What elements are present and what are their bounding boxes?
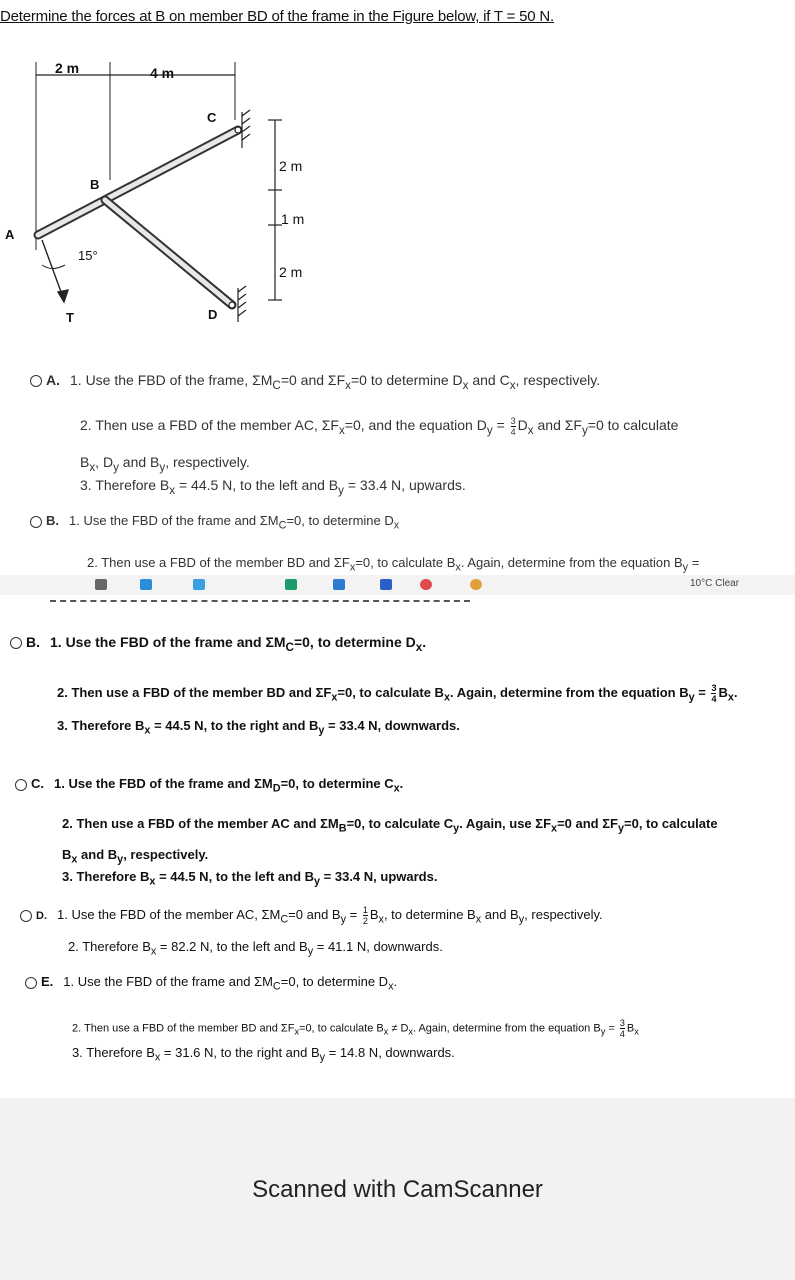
taskbar-app-icon[interactable] bbox=[95, 579, 107, 590]
option-d-radio[interactable] bbox=[20, 910, 32, 922]
option-b-line2: 2. Then use a FBD of the member BD and $\Sigma F_x=0$, to calculate $B_x$. Again, determine from the equation $B_y$ = $\frac{3}{4}$ $B_x$. bbox=[57, 683, 738, 704]
figure-label-2m-lower: 2 m bbox=[279, 264, 303, 280]
frame-figure bbox=[20, 50, 320, 330]
figure-label-d: D bbox=[208, 307, 218, 322]
figure-label-2m-top: 2 m bbox=[55, 60, 80, 76]
member-bd bbox=[105, 200, 232, 305]
figure-label-b: B bbox=[90, 177, 100, 192]
option-c-line4: 3. Therefore $B_x = 44.5$ N, to the left and $B_y = 33.4$ N, upwards. bbox=[62, 869, 438, 888]
taskbar-app-icon[interactable] bbox=[380, 579, 392, 590]
option-d-line1: D. 1. Use the FBD of the member AC, $\Sigma M_C=0$ and $B_y$ = $\frac{1}{2}$ $B_x$, to determine $B_x$ and $B_y$, respectively. bbox=[20, 905, 603, 926]
figure-label-1m: 1 m bbox=[281, 211, 305, 227]
option-b-line3: 3. Therefore $B_x = 44.5$ N, to the right and $B_y = 33.4$ N, downwards. bbox=[57, 718, 460, 737]
option-e-line3: 3. Therefore $B_x = 31.6$ N, to the right and $B_y = 14.8$ N, downwards. bbox=[72, 1045, 455, 1064]
option-b-upper-line2: 2. Then use a FBD of the member BD and $\Sigma F_x=0$, to calculate $B_x$. Again, determine from the equation $B_y$ = bbox=[87, 555, 700, 574]
option-d-line2: 2. Therefore $B_x = 82.2$ N, to the left and $B_y = 41.1$ N, downwards. bbox=[68, 939, 443, 958]
figure-label-2m-upper: 2 m bbox=[279, 158, 303, 174]
support-d bbox=[229, 286, 246, 322]
figure-label-4m-top: 4 m bbox=[150, 65, 175, 81]
tension-arrow bbox=[42, 240, 68, 302]
taskbar-app-icon[interactable] bbox=[285, 579, 297, 590]
option-e-radio[interactable] bbox=[25, 977, 37, 989]
taskbar-app-icon[interactable] bbox=[193, 579, 205, 590]
option-b-line1: B. 1. Use the FBD of the frame and $\Sigma M_C=0$, to determine $D_x$. bbox=[10, 634, 426, 654]
option-e-line2: 2. Then use a FBD of the member BD and $\Sigma F_x=0$, to calculate $B_x \ne D_x$. Again, determine from the equation $B_y$ = $\frac{3}{4}$ $B_x$ bbox=[72, 1018, 639, 1039]
figure-label-c: C bbox=[207, 110, 217, 125]
option-b-upper-radio[interactable] bbox=[30, 516, 42, 528]
option-a-upper-line1: A. 1. Use the FBD of the frame, $\Sigma M_C=0$ and $\Sigma F_x=0$ to determine $D_x$ and $C_x$, respectively. bbox=[30, 372, 600, 392]
figure-label-a: A bbox=[5, 227, 15, 242]
scanned-watermark: Scanned with CamScanner bbox=[252, 1176, 543, 1203]
figure-angle-label: 15° bbox=[78, 248, 98, 263]
option-a-upper-line4: 3. Therefore $B_x = 44.5$ N, to the left and $B_y = 33.4$ N, upwards. bbox=[80, 477, 466, 497]
option-c-line1: C. 1. Use the FBD of the frame and $\Sigma M_D=0$, to determine $C_x$. bbox=[15, 776, 403, 795]
option-e-line1: E. 1. Use the FBD of the frame and $\Sigma M_C=0$, to determine $D_x$. bbox=[25, 974, 397, 993]
option-b-radio[interactable] bbox=[10, 637, 22, 649]
option-c-line2: 2. Then use a FBD of the member AC and $\Sigma M_B=0$, to calculate $C_y$. Again, use $\Sigma F_x=0$ and $\Sigma F_y=0$, to calculate bbox=[62, 816, 718, 835]
option-a-upper-line2: 2. Then use a FBD of the member AC, $\Sigma F_x=0$, and the equation $D_y$ = $\frac{3}{4}$ $D_x$ and $\Sigma F_y=0$ to calculate bbox=[80, 416, 679, 437]
option-a-upper-radio[interactable] bbox=[30, 375, 42, 387]
option-b-upper-line1: B. 1. Use the FBD of the frame and $\Sigma M_C=0$, to determine $D_x$ bbox=[30, 513, 399, 532]
member-ac bbox=[38, 130, 238, 235]
option-a-upper-line3: $B_x$, $D_y$ and $B_y$, respectively. bbox=[80, 454, 250, 474]
figure-label-t: T bbox=[66, 310, 74, 325]
taskbar-strip bbox=[0, 575, 795, 595]
taskbar-app-icon[interactable] bbox=[333, 579, 345, 590]
taskbar-app-icon[interactable] bbox=[470, 579, 482, 590]
separator bbox=[50, 600, 470, 602]
taskbar-app-icon[interactable] bbox=[420, 579, 432, 590]
weather-text: 10°C Clear bbox=[690, 578, 740, 589]
option-c-line3: $B_x$ and $B_y$, respectively. bbox=[62, 847, 209, 866]
option-c-radio[interactable] bbox=[15, 779, 27, 791]
taskbar-app-icon[interactable] bbox=[140, 579, 152, 590]
question-title: Determine the forces at B on member BD of the frame in the Figure below, if T = 50 N. bbox=[0, 8, 554, 25]
support-c bbox=[235, 110, 250, 148]
